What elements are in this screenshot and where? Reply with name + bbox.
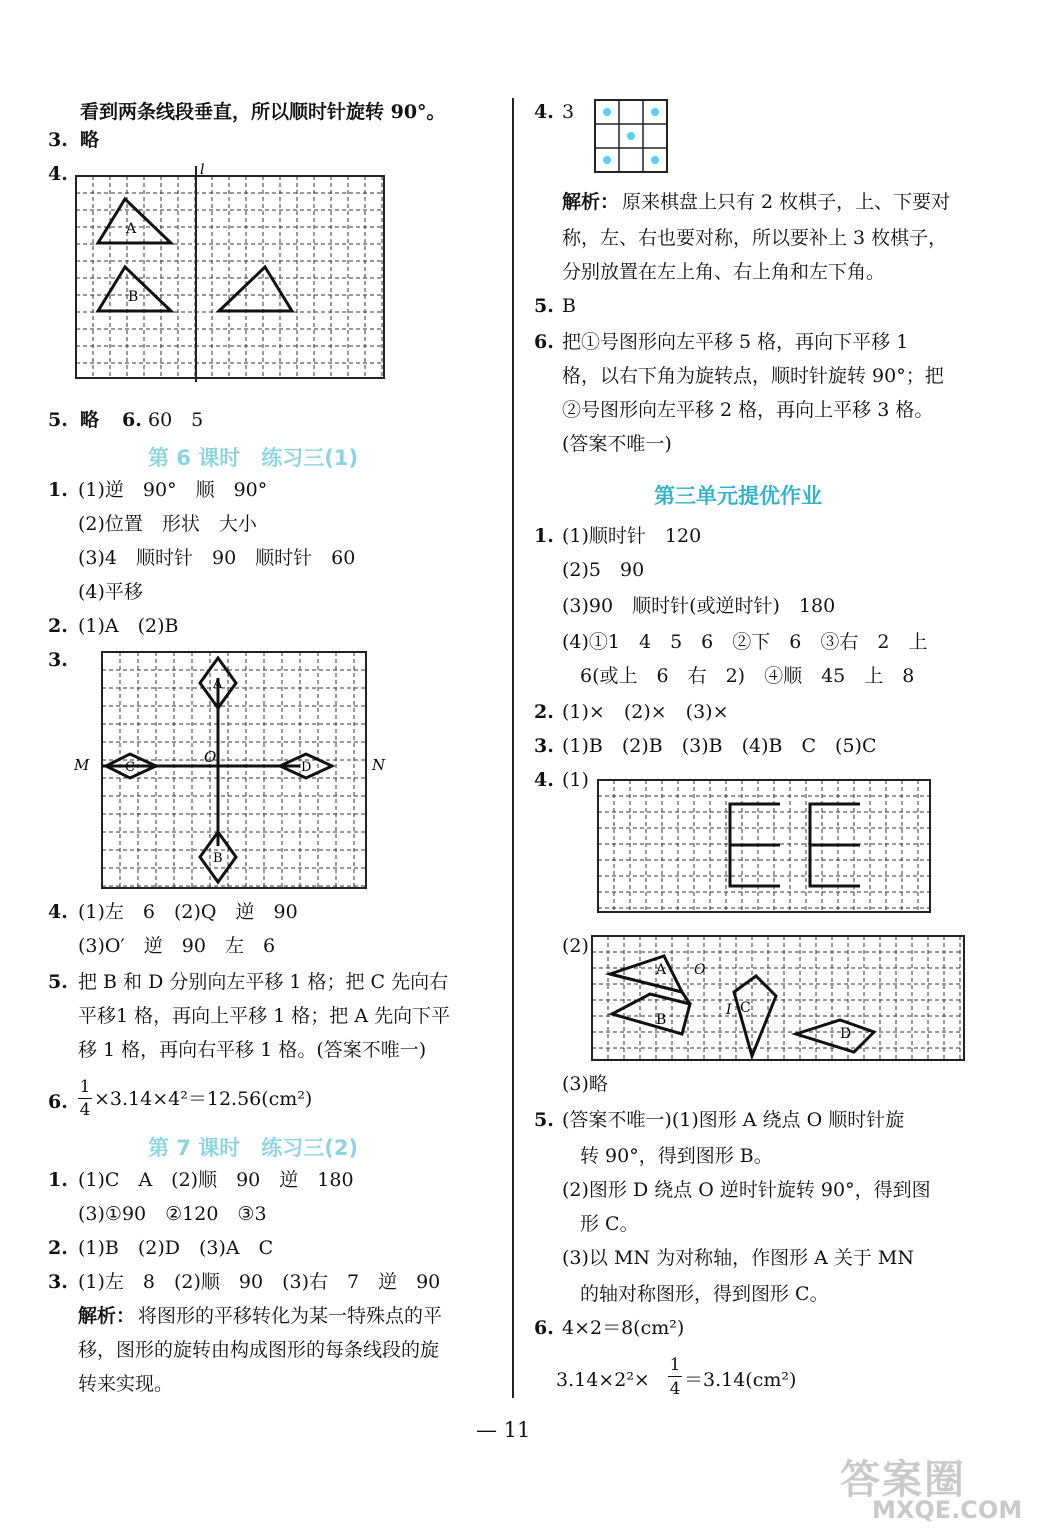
chess-piece: [603, 108, 611, 116]
r-analysis-l2: 称，左、右也要对称，所以要补上 3 枚棋子，: [562, 227, 948, 249]
s7-q3-num: 3.: [48, 1271, 68, 1293]
s6-q6-num: 6.: [48, 1091, 68, 1113]
s6-q6-expr: ×3.14×4²＝12.56(cm²): [94, 1088, 313, 1110]
label-d: D: [840, 1026, 852, 1042]
s7-q3-l2: 将图形的平移转化为某一特殊点的平: [138, 1305, 443, 1327]
triangle-rotated: [219, 267, 292, 311]
section-6-title: 第 6 课时 练习三(1): [148, 446, 359, 470]
page-number: — 11: [476, 1418, 531, 1442]
r-q5-text: B: [562, 295, 576, 317]
label-i: I: [726, 1002, 732, 1018]
grid-figure-rhombi: [70, 648, 390, 892]
label-b: B: [213, 851, 223, 866]
label-a: A: [126, 221, 137, 237]
chess-piece: [651, 156, 659, 164]
u-q1-l3: (3)90 顺时针(或逆时针) 180: [562, 595, 836, 617]
u-q4-p1: (1): [562, 769, 589, 791]
r-analysis-l1: 原来棋盘上只有 2 枚棋子，上、下要对: [622, 191, 951, 213]
u-q2-num: 2.: [534, 701, 554, 723]
s7-q3-l4: 转来实现。: [78, 1373, 174, 1395]
u-q5-l2: 转 90°，得到图形 B。: [580, 1145, 773, 1167]
s6-q5-num: 5.: [48, 971, 68, 993]
s7-q1-num: 1.: [48, 1169, 68, 1191]
u-q6-l1: 4×2＝8(cm²): [562, 1317, 685, 1339]
label-n: N: [372, 756, 386, 774]
s7-q1-l2: (3)①90 ②120 ③3: [78, 1203, 267, 1225]
l-q4-num: 4.: [48, 163, 68, 185]
u-q3-text: (1)B (2)B (3)B (4)B C (5)C: [562, 735, 877, 757]
shape-e-right: [810, 804, 860, 886]
shape-e-left: [730, 804, 780, 886]
r-q6-l2: 格，以右下角为旋转点，顺时针旋转 90°；把: [562, 365, 944, 387]
s6-q2-num: 2.: [48, 615, 68, 637]
label-o: O: [694, 962, 706, 978]
u-q2-text: (1)× (2)× (3)×: [562, 701, 729, 723]
r-analysis-l3: 分别放置在左上角、右上角和左下角。: [562, 261, 886, 283]
u-q1-l1: (1)顺时针 120: [562, 525, 702, 547]
label-a: A: [656, 962, 667, 978]
s6-q4-l2: (3)O′ 逆 90 左 6: [78, 935, 276, 957]
r-q6-l1: 把①号图形向左平移 5 格，再向下平移 1: [562, 331, 909, 353]
u-q5-l4: 形 C。: [580, 1213, 639, 1235]
grid-figure-triangles: [74, 162, 386, 382]
label-axis-l: l: [200, 162, 205, 178]
u-q5-l1: (答案不唯一)(1)图形 A 绕点 O 顺时针旋: [562, 1109, 905, 1131]
label-c: C: [125, 760, 135, 775]
r-q5-num: 5.: [534, 295, 554, 317]
u-q3-num: 3.: [534, 735, 554, 757]
grid-figure-shapes: [590, 934, 966, 1062]
l-q5-num: 5.: [48, 409, 68, 431]
s7-q2-text: (1)B (2)D (3)A C: [78, 1237, 274, 1259]
label-b: B: [128, 289, 139, 305]
s6-q1-l4: (4)平移: [78, 581, 143, 603]
u-q1-l2: (2)5 90: [562, 559, 645, 581]
chess-board: [593, 98, 671, 176]
u-q5-num: 5.: [534, 1109, 554, 1131]
s6-q5-l1: 把 B 和 D 分别向左平移 1 格；把 C 先向右: [78, 971, 449, 993]
label-a: A: [213, 677, 223, 692]
fraction-bar: [78, 1098, 92, 1099]
r-q6-num: 6.: [534, 331, 554, 353]
left-top-line: 看到两条线段垂直，所以顺时针旋转 90°。: [80, 101, 446, 123]
s6-q1-l1: (1)逆 90° 顺 90°: [78, 479, 268, 501]
u-q6-num: 6.: [534, 1317, 554, 1339]
u-q6-expr-a: 3.14×2²×: [556, 1369, 650, 1391]
u-q4-p3: (3)略: [562, 1073, 608, 1095]
u-q5-l6: 的轴对称图形，得到图形 C。: [580, 1283, 829, 1305]
u-q6-expr-b: ＝3.14(cm²): [684, 1369, 797, 1391]
label-o: O: [204, 748, 217, 766]
chess-piece: [603, 156, 611, 164]
label-m: M: [74, 756, 90, 774]
l-q3-text: 略: [80, 129, 100, 151]
s6-q4-num: 4.: [48, 901, 68, 923]
s7-q3-analysis-label: 解析：: [78, 1305, 136, 1327]
shape-d: [796, 1020, 874, 1052]
s6-q5-l3: 移 1 格，再向右平移 1 格。(答案不唯一): [78, 1039, 427, 1061]
s6-q2-text: (1)A (2)B: [78, 615, 179, 637]
s7-q2-num: 2.: [48, 1237, 68, 1259]
r-q6-l4: (答案不唯一): [562, 433, 672, 455]
s6-q3-num: 3.: [48, 649, 68, 671]
s6-q6-frac-den: 4: [79, 1100, 91, 1120]
u-q6-frac-den: 4: [669, 1379, 681, 1399]
section-7-title: 第 7 课时 练习三(2): [148, 1136, 359, 1160]
r-q6-l3: ②号图形向左平移 2 格，再向上平移 3 格。: [562, 399, 934, 421]
l-q5-text: 略: [80, 409, 100, 431]
chess-piece: [651, 108, 659, 116]
s7-q3-l1: (1)左 8 (2)顺 90 (3)右 7 逆 90: [78, 1271, 441, 1293]
r-q4-answer: 3: [562, 101, 575, 123]
watermark-logo: 答案圈: [840, 1457, 966, 1503]
label-d: D: [301, 760, 312, 775]
fraction-bar: [668, 1376, 682, 1377]
s6-q1-num: 1.: [48, 479, 68, 501]
label-c: C: [740, 1000, 751, 1016]
l-q6-num: 6.: [122, 409, 142, 431]
u-q5-l3: (2)图形 D 绕点 O 逆时针旋转 90°，得到图: [562, 1179, 931, 1201]
label-b: B: [656, 1012, 667, 1028]
watermark-url: MXQE.COM: [872, 1496, 1023, 1524]
u-q6-frac-num: 1: [669, 1355, 681, 1375]
s6-q4-l1: (1)左 6 (2)Q 逆 90: [78, 901, 298, 923]
u-q5-l5: (3)以 MN 为对称轴，作图形 A 关于 MN: [562, 1247, 914, 1269]
s6-q5-l2: 平移1 格，再向上平移 1 格；把 A 先向下平: [78, 1005, 451, 1027]
u-q4-p2: (2): [562, 935, 589, 957]
l-q3-num: 3.: [48, 129, 68, 151]
grid-figure-letters: [596, 778, 936, 916]
chess-piece: [627, 132, 635, 140]
u-q4-num: 4.: [534, 769, 554, 791]
s7-q1-l1: (1)C A (2)顺 90 逆 180: [78, 1169, 354, 1191]
u-q1-l4: (4)①1 4 5 6 ②下 6 ③右 2 上: [562, 631, 928, 653]
s7-q3-l3: 移，图形的旋转由构成图形的每条线段的旋: [78, 1339, 440, 1361]
unit-3-title: 第三单元提优作业: [654, 484, 822, 508]
shape-a: [610, 956, 682, 992]
s6-q1-l3: (3)4 顺时针 90 顺时针 60: [78, 547, 356, 569]
r-analysis-label: 解析：: [562, 191, 620, 213]
column-divider: [512, 98, 514, 1398]
l-q6-text: 60 5: [148, 409, 204, 431]
u-q1-l5: 6(或上 6 右 2) ④顺 45 上 8: [580, 665, 915, 687]
s6-q6-frac-num: 1: [79, 1077, 91, 1097]
s6-q1-l2: (2)位置 形状 大小: [78, 513, 257, 535]
r-q4-num: 4.: [534, 101, 554, 123]
u-q1-num: 1.: [534, 525, 554, 547]
